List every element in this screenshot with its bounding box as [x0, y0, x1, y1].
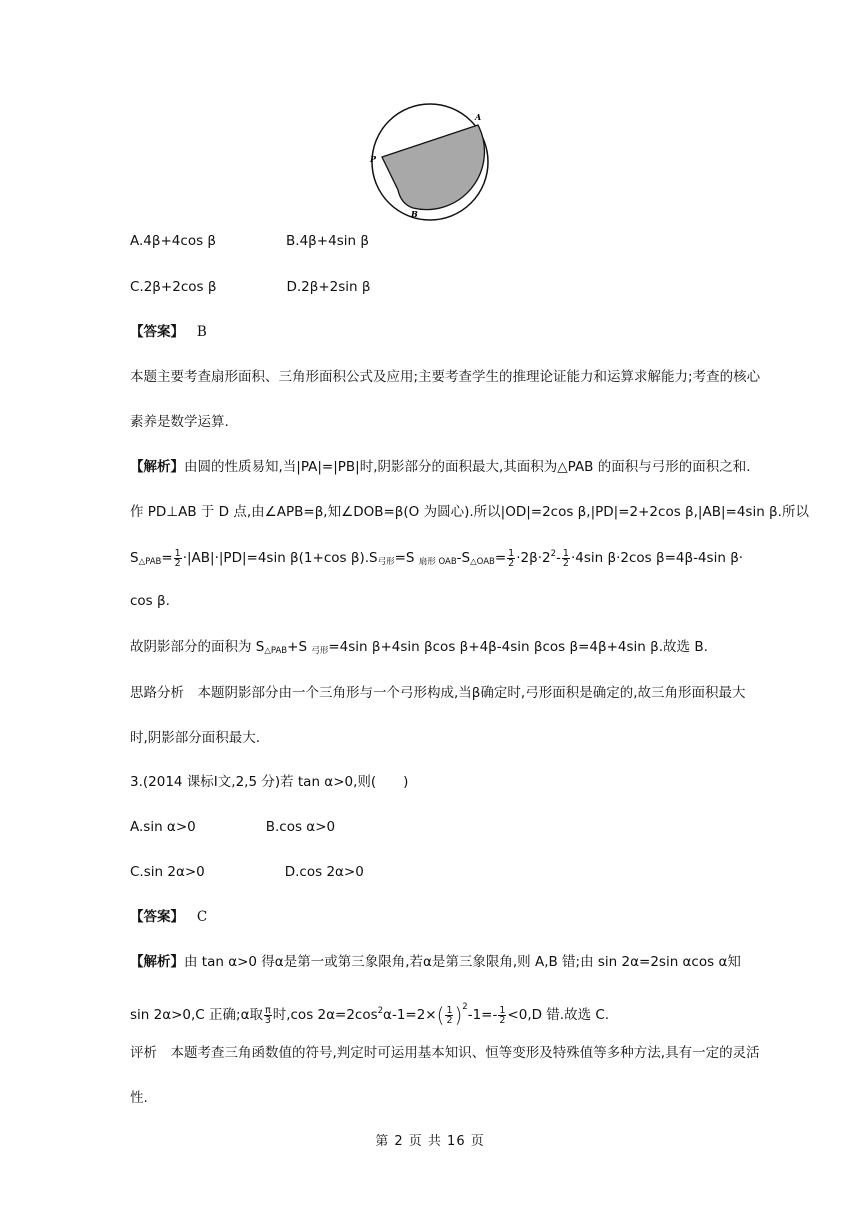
- q2-intro-line-1: 本题主要考查扇形面积、三角形面积公式及应用;主要考查学生的推理论证能力和运算求解能力;考查的核心: [130, 369, 761, 385]
- page-footer: 第 2 页 共 16 页: [375, 1134, 485, 1149]
- q3-frac-half-2: $\frac{1}{2}$: [499, 1004, 506, 1026]
- conclusion-plus-s: +S: [287, 639, 308, 655]
- formula-eq-s: =S: [394, 550, 415, 566]
- q3-line2-part2: 时,cos 2α=2cos: [272, 1007, 378, 1023]
- formula-part3: ·4sin β·2cos β=4β-4sin β·: [570, 550, 744, 566]
- q3-lparen: (: [436, 1003, 445, 1027]
- q3-options-row-1: [130, 818, 335, 836]
- q3-stem: 3.(2014 课标Ⅰ文,2,5 分)若 tan α>0,则( ): [130, 774, 409, 790]
- conclusion-sub-tri: △PAB: [264, 646, 288, 656]
- q2-options-row-1: [130, 232, 369, 250]
- q2-option-b: B.4β+4sin β: [286, 233, 369, 249]
- q3-line2-part1: sin 2α>0,C 正确;α取: [130, 1007, 263, 1023]
- q3-answer-value: C: [196, 909, 208, 925]
- q3-paren-sq: 2: [462, 1002, 468, 1012]
- q2-conclusion: [130, 638, 708, 660]
- q2-formula-cont: cos β.: [130, 593, 170, 609]
- q2-option-d: D.2β+2sin β: [286, 279, 371, 295]
- conclusion-rest: =4sin β+4sin βcos β+4β-4sin βcos β=4β+4sin β.故选 B.: [328, 639, 708, 655]
- q3-line2-part4: -1=-: [467, 1007, 498, 1023]
- answer-label: 【答案】: [130, 324, 184, 340]
- formula-sub-sector: 扇形 OAB: [418, 557, 457, 567]
- q2-thinking-line-2: 时,阴影部分面积最大.: [130, 730, 261, 746]
- label-a: A: [475, 112, 482, 122]
- formula-minus: -: [556, 550, 561, 566]
- q3-frac-half: $\frac{1}{2}$: [446, 1004, 453, 1026]
- q3-line2-part5: <0,D 错.故选 C.: [507, 1007, 610, 1023]
- q3-analysis-text-1: 由 tan α>0 得α是第一或第三象限角,若α是第三象限角,则 A,B 错;由 sin 2α=2sin αcos α知: [184, 954, 741, 970]
- q3-line2-sq: 2: [377, 1006, 384, 1016]
- q2-answer-line: [130, 323, 207, 341]
- formula-frac-2: $\frac{1}{2}$: [508, 547, 515, 569]
- q2-option-c: C.2β+2cos β: [130, 279, 217, 295]
- q3-comment-line-2: 性.: [130, 1090, 148, 1106]
- formula-part1: ·|AB|·|PD|=4sin β(1+cos β).S: [182, 550, 378, 566]
- q2-formula-line: [130, 545, 743, 571]
- formula-sub-pab: △PAB: [138, 557, 162, 567]
- formula-s: S: [130, 550, 139, 566]
- q2-analysis-line-2: 作 PD⊥AB 于 D 点,由∠APB=β,知∠DOB=β(O 为圆心).所以|OD|=2cos β,|PD|=2+2cos β,|AB|=4sin β.所以: [130, 504, 809, 520]
- q3-option-a: A.sin α>0: [130, 819, 196, 835]
- q3-analysis-line-1: [130, 953, 741, 971]
- q3-frac-pi-3: $\frac{\pi}{3}$: [264, 1004, 271, 1026]
- q3-line2-part3: α-1=2×: [383, 1007, 437, 1023]
- q2-option-a: A.4β+4cos β: [130, 233, 217, 249]
- conclusion-prefix: 故阴影部分的面积为 S: [130, 639, 265, 655]
- q2-intro-line-2: 素养是数学运算.: [130, 414, 229, 430]
- shaded-region: [382, 125, 484, 210]
- q2-thinking-line-1: 思路分析 本题阴影部分由一个三角形与一个弓形构成,当β确定时,弓形面积是确定的,故三角形面积最大: [130, 685, 746, 701]
- q3-option-d: D.cos 2α>0: [284, 864, 364, 880]
- label-p: P: [370, 154, 377, 164]
- formula-eq-2: =: [494, 550, 507, 566]
- q3-answer-line: [130, 908, 207, 926]
- formula-minus-s: -S: [456, 550, 471, 566]
- formula-sub-bow: 弓形: [377, 557, 395, 567]
- conclusion-sub-bow: 弓形: [311, 646, 329, 656]
- q3-rparen: ): [454, 1003, 463, 1027]
- q3-analysis-line-2: [130, 998, 609, 1025]
- circle-figure: [368, 100, 492, 224]
- formula-frac-3: $\frac{1}{2}$: [562, 547, 569, 569]
- q3-options-row-2: [130, 863, 364, 881]
- q2-analysis-text-1: 由圆的性质易知,当|PA|=|PB|时,阴影部分的面积最大,其面积为△PAB 的面积与弓形的面积之和.: [184, 459, 751, 475]
- q3-analysis-label: 【解析】: [130, 954, 184, 970]
- analysis-label: 【解析】: [130, 459, 184, 475]
- q2-analysis-line-1: [130, 458, 751, 476]
- q2-answer-value: B: [196, 324, 207, 340]
- formula-sq: 2: [550, 549, 557, 559]
- formula-frac-1: $\frac{1}{2}$: [174, 547, 181, 569]
- q3-comment-line-1: 评析 本题考查三角函数值的符号,判定时可运用基本知识、恒等变形及特殊值等多种方法,具有一定的灵活: [130, 1045, 760, 1061]
- q3-answer-label: 【答案】: [130, 909, 184, 925]
- formula-eq: =: [161, 550, 173, 566]
- q3-option-c: C.sin 2α>0: [130, 864, 205, 880]
- q3-option-b: B.cos α>0: [265, 819, 336, 835]
- label-b: B: [411, 209, 418, 219]
- formula-sub-oab: △OAB: [470, 557, 495, 567]
- q2-options-row-2: [130, 278, 371, 296]
- formula-part2: ·2β·2: [516, 550, 551, 566]
